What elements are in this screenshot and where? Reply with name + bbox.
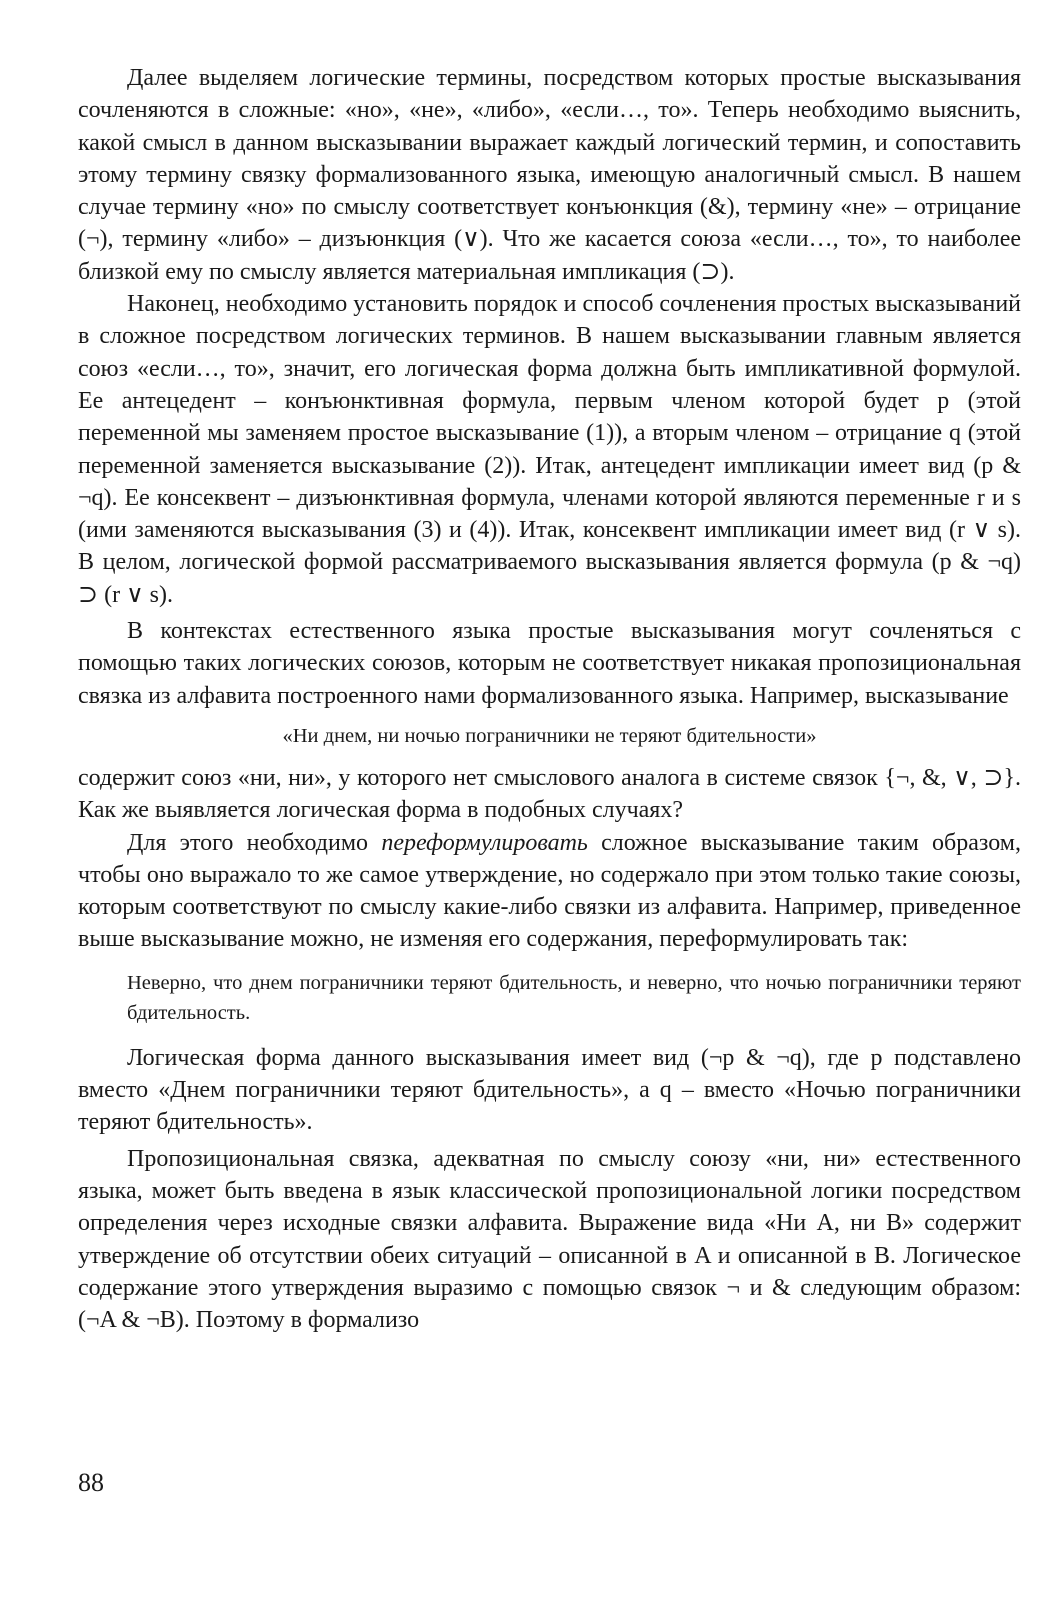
quote-example: «Ни днем, ни ночью пограничники не теряют бдительности» — [282, 724, 817, 747]
page-body — [78, 62, 1021, 1336]
paragraph-5-emphasis: переформулировать — [381, 829, 588, 856]
paragraph-4: содержит союз «ни, ни», у которого нет смыслового аналога в системе связок {¬, &, ∨, ⊃}. Как же выявляется логическая форма в подобных случаях? — [78, 764, 1021, 824]
paragraph-6: Логическая форма данного высказывания имеет вид (¬p & ¬q), где p подставлено вместо «Днем пограничники теряют бдительность», а q – вместо «Ночью пограничники теряют бдительность». — [78, 1044, 1021, 1136]
paragraph-1: Далее выделяем логические термины, посредством которых простые высказывания сочленяются в сложные: «но», «не», «либо», «если…, то». Теперь необходимо выяснить, какой смысл в данном высказывании выражает каждый логический термин, и сопоставить этому термину связку формализованного языка, имеющую аналогичный смысл. В нашем случае термину «но» по смыслу соответствует конъюнкция (&), термину «не» – отрицание (¬), термину «либо» – дизъюнкция (∨). Что же касается союза «если…, то», то наиболее близкой ему по смыслу является материальная импликация (⊃). — [78, 65, 1021, 285]
paragraph-5-start: Для этого необходимо — [127, 829, 382, 856]
quote-reformulation: Неверно, что днем пограничники теряют бдительность, и неверно, что ночью пограничники теряют бдительность. — [127, 971, 1021, 1024]
page-number: 88 — [78, 1468, 104, 1497]
paragraph-5 — [78, 827, 1021, 956]
paragraph-5-rest: сложное высказывание таким образом, чтобы оно выражало то же самое утверждение, но содержало при этом только такие союзы, которым соответствуют по смыслу какие-либо связки из алфавита. Например, приведенное выше высказывание можно, не изменяя его содержания, переформулировать так: — [78, 829, 1021, 953]
paragraph-3: В контекстах естественного языка простые высказывания могут сочленяться с помощью таких логических союзов, которым не соответствует никакая пропозициональная связка из алфавита построенного нами формализованного языка. Например, высказывание — [78, 618, 1021, 709]
paragraph-7: Пропозициональная связка, адекватная по смыслу союзу «ни, ни» естественного языка, может быть введена в язык классической пропозициональной логики посредством определения через исходные связки алфавита. Выражение вида «Ни A, ни B» содержит утверждение об отсутствии обеих ситуаций – описанной в A и описанной в B. Логическое содержание этого утверждения выразимо с помощью связок ¬ и & следующим образом: (¬A & ¬B). Поэтому в формализо — [78, 1145, 1021, 1334]
paragraph-2: Наконец, необходимо установить порядок и способ сочленения простых высказываний в сложное посредством логических терминов. В нашем высказывании главным является союз «если…, то», значит, его логическая форма должна быть импликативной формулой. Ее антецедент – конъюнктивная формула, первым членом которой будет p (этой переменной мы заменяем простое высказывание (1)), а вторым членом – отрицание q (этой переменной заменяется высказывание (2)). Итак, антецедент импликации имеет вид (p & ¬q). Ее консеквент – дизъюнктивная формула, членами которой являются переменные r и s (ими заменяются высказывания (3) и (4)). Итак, консеквент импликации имеет вид (r ∨ s). В целом, логической формой рассматриваемого высказывания является формула (p & ¬q) ⊃ (r ∨ s). — [78, 291, 1021, 608]
